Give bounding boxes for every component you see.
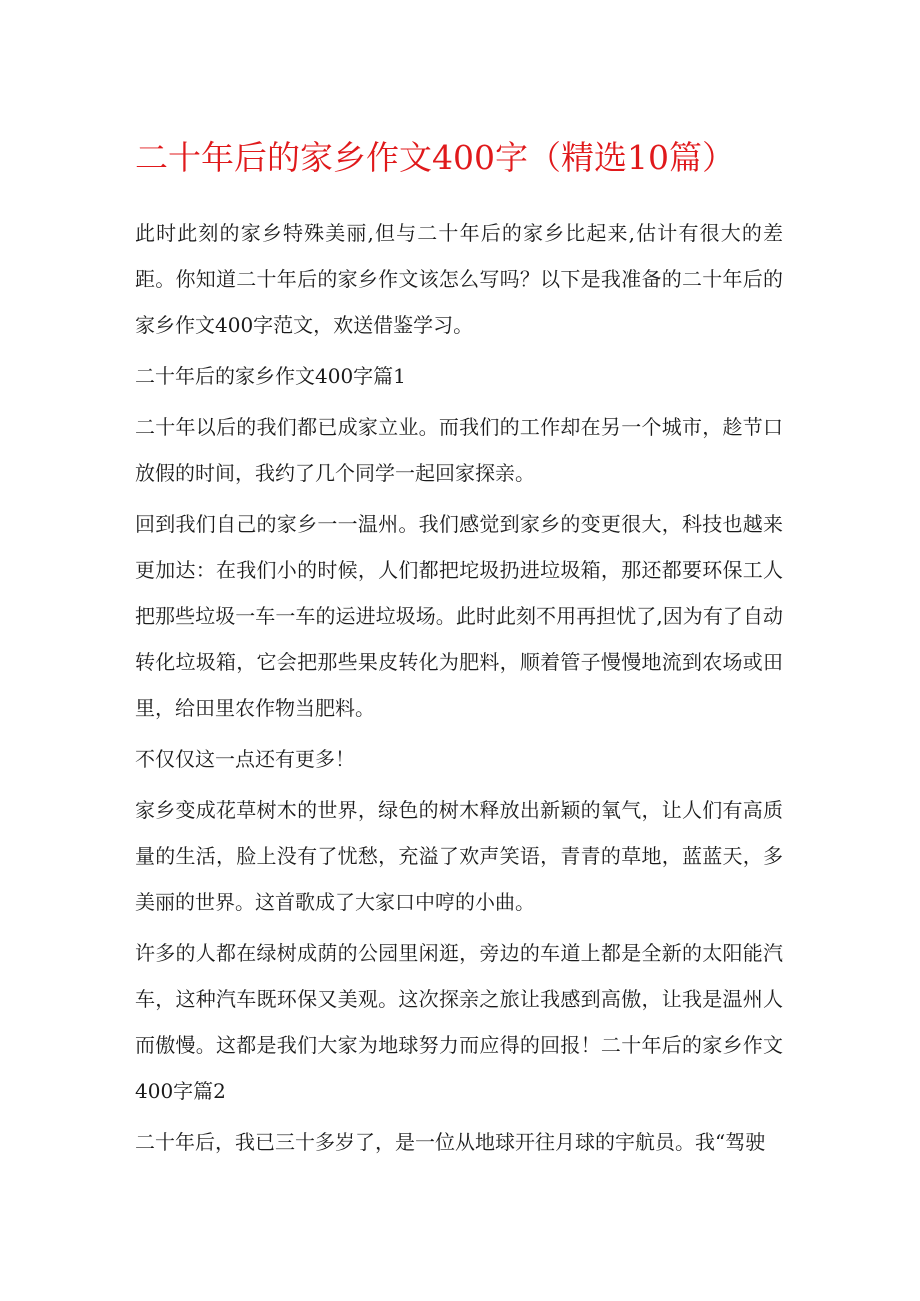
body-paragraph: 家乡变成花草树木的世界，绿色的树木释放出新颖的氧气，让人们有高质量的生活，脸上没有了忧愁，充溢了欢声笑语，青青的草地，蓝蓝天，多美丽的世界。这首歌成了大家口中哼的小曲。 — [135, 798, 783, 914]
body-paragraph: 二十年以后的我们都已成家立业。而我们的工作却在另一个城市，趁节口放假的时间，我约了几个同学一起回家探亲。 — [135, 415, 783, 485]
intro-paragraph: 此时此刻的家乡特殊美丽,但与二十年后的家乡比起来,估计有很大的差距。你知道二十年后的家乡作文该怎么写吗？以下是我准备的二十年后的家乡作文400字范文，欢送借鉴学习。 — [135, 221, 783, 337]
body-paragraph: 二十年后，我已三十多岁了，是一位从地球开往月球的宇航员。我“驾驶 — [135, 1130, 766, 1154]
document-body — [135, 210, 783, 1170]
document-title: 二十年后的家乡作文400字（精选10篇） — [135, 138, 735, 177]
body-paragraph: 不仅仅这一点还有更多！ — [135, 747, 355, 771]
body-paragraph: 许多的人都在绿树成荫的公园里闲逛，旁边的车道上都是全新的太阳能汽车，这种汽车既环保又美观。这次探亲之旅让我感到高傲，让我是温州人而傲慢。这都是我们大家为地球努力而应得的回报！二十年后的家乡作文400字篇2 — [135, 941, 783, 1103]
body-paragraph: 回到我们自己的家乡一一温州。我们感觉到家乡的变更很大，科技也越来更加达：在我们小的时候，人们都把坨圾扔进垃圾箱，那还都要环保工人把那些垃圾一车一车的运进垃圾场。此时此刻不用再担忧了,因为有了自动转化垃圾箱，它会把那些果皮转化为肥料，顺着管子慢慢地流到农场或田里，给田里农作物当肥料。 — [135, 512, 783, 720]
section-heading: 二十年后的家乡作文400字篇1 — [135, 364, 406, 388]
